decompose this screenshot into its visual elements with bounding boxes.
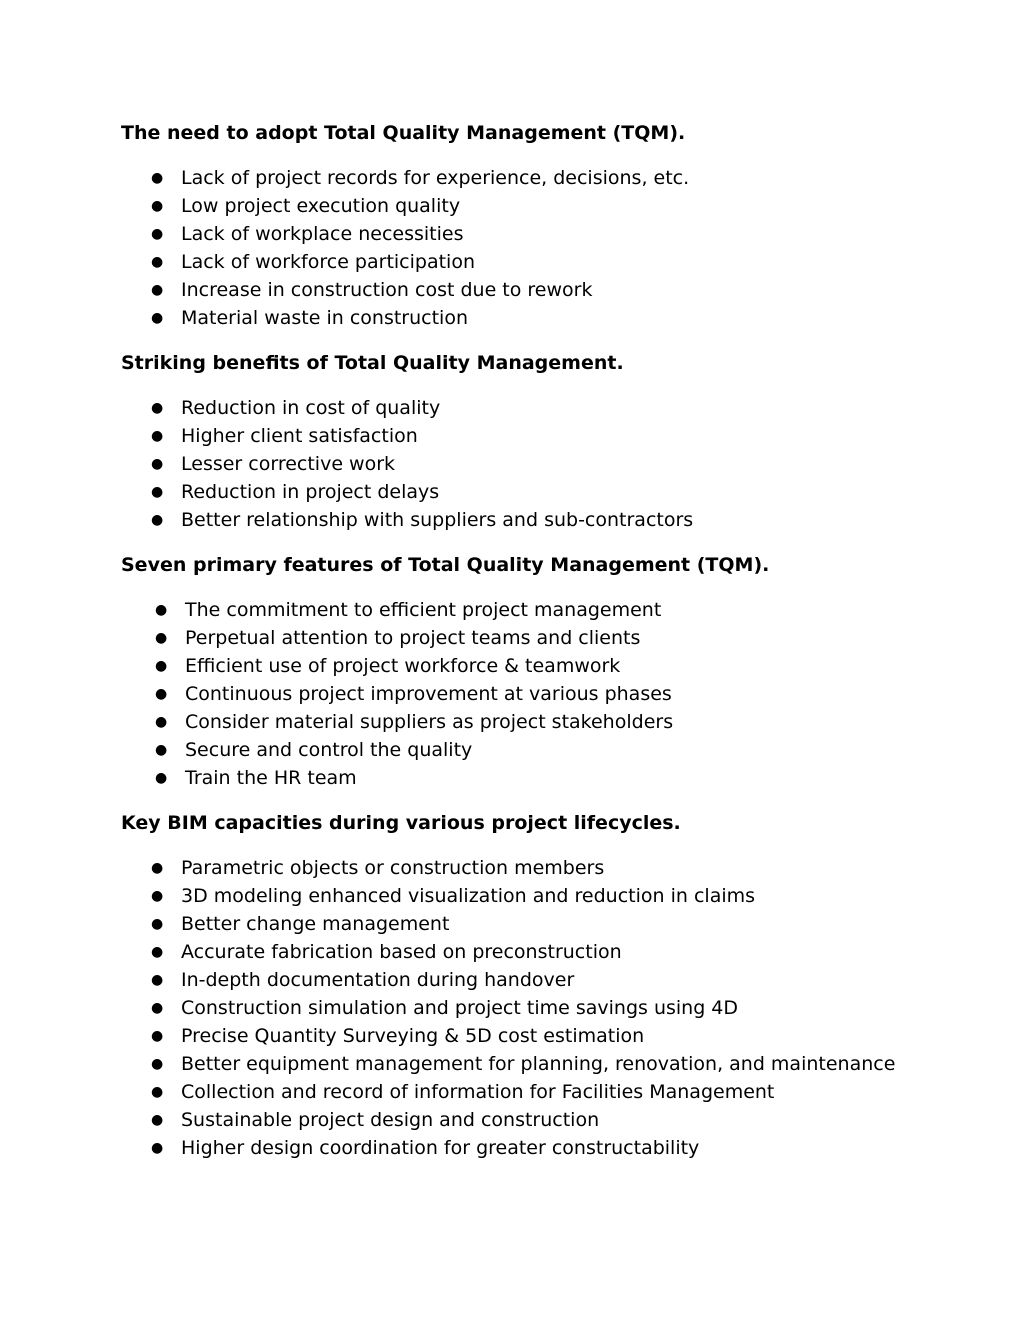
section-heading-bim-capacities: Key BIM capacities during various project lifecycles. xyxy=(121,812,681,834)
list-item-text: Lack of workforce participation xyxy=(181,251,475,273)
bullet-icon: ● xyxy=(151,400,164,416)
list-item-text: Consider material suppliers as project stakeholders xyxy=(185,711,674,733)
list-item xyxy=(121,966,903,994)
list-item-text: Parametric objects or construction members xyxy=(181,857,605,879)
list-item-text: Better equipment management for planning, renovation, and maintenance xyxy=(181,1053,896,1075)
bullet-icon: ● xyxy=(151,944,164,960)
list-item-text: Train the HR team xyxy=(185,767,357,789)
list-item-text: Better change management xyxy=(181,913,450,935)
list-item xyxy=(121,478,903,506)
bullet-icon: ● xyxy=(155,602,168,618)
bullet-icon: ● xyxy=(151,484,164,500)
list-item-text: Better relationship with suppliers and sub-contractors xyxy=(181,509,694,531)
tqm-need-list xyxy=(121,164,903,332)
bullet-icon: ● xyxy=(155,686,168,702)
bullet-icon: ● xyxy=(151,1084,164,1100)
bullet-icon: ● xyxy=(155,630,168,646)
list-item xyxy=(121,736,903,764)
tqm-benefits-list xyxy=(121,394,903,534)
list-item-text: Reduction in project delays xyxy=(181,481,440,503)
list-item-text: Lack of project records for experience, decisions, etc. xyxy=(181,167,690,189)
list-item xyxy=(121,624,903,652)
bullet-icon: ● xyxy=(151,1140,164,1156)
list-item xyxy=(121,764,903,792)
bullet-icon: ● xyxy=(151,254,164,270)
list-item xyxy=(121,596,903,624)
list-item-text: 3D modeling enhanced visualization and reduction in claims xyxy=(181,885,756,907)
bullet-icon: ● xyxy=(155,658,168,674)
list-item-text: Sustainable project design and construction xyxy=(181,1109,600,1131)
bullet-icon: ● xyxy=(151,1000,164,1016)
list-item xyxy=(121,304,903,332)
bim-capacities-list xyxy=(121,854,903,1162)
list-item xyxy=(121,1134,903,1162)
section-heading-tqm-benefits: Striking benefits of Total Quality Management. xyxy=(121,352,624,374)
list-item-text: Low project execution quality xyxy=(181,195,461,217)
list-item-text: Accurate fabrication based on preconstruction xyxy=(181,941,622,963)
list-item xyxy=(121,1106,903,1134)
list-item-text: Perpetual attention to project teams and clients xyxy=(185,627,641,649)
list-item-text: Efficient use of project workforce & teamwork xyxy=(185,655,621,677)
list-item-text: Secure and control the quality xyxy=(185,739,473,761)
bullet-icon: ● xyxy=(151,310,164,326)
bullet-icon: ● xyxy=(151,860,164,876)
bullet-icon: ● xyxy=(151,1112,164,1128)
list-item xyxy=(121,220,903,248)
list-item-text: Higher design coordination for greater constructability xyxy=(181,1137,700,1159)
list-item xyxy=(121,652,903,680)
list-item xyxy=(121,938,903,966)
list-item-text: Higher client satisfaction xyxy=(181,425,418,447)
bullet-icon: ● xyxy=(155,714,168,730)
bullet-icon: ● xyxy=(151,226,164,242)
bullet-icon: ● xyxy=(151,916,164,932)
bullet-icon: ● xyxy=(151,888,164,904)
list-item xyxy=(121,422,903,450)
list-item xyxy=(121,192,903,220)
bullet-icon: ● xyxy=(151,428,164,444)
bullet-icon: ● xyxy=(151,282,164,298)
tqm-features-list xyxy=(121,596,903,792)
list-item xyxy=(121,248,903,276)
list-item xyxy=(121,394,903,422)
list-item xyxy=(121,450,903,478)
list-item xyxy=(121,506,903,534)
list-item xyxy=(121,164,903,192)
list-item xyxy=(121,1022,903,1050)
list-item-text: Lesser corrective work xyxy=(181,453,396,475)
list-item-text: Continuous project improvement at various phases xyxy=(185,683,672,705)
bullet-icon: ● xyxy=(155,742,168,758)
list-item-text: The commitment to efficient project management xyxy=(185,599,662,621)
list-item-text: Material waste in construction xyxy=(181,307,469,329)
bullet-icon: ● xyxy=(151,1028,164,1044)
document-page xyxy=(121,119,903,1162)
list-item xyxy=(121,854,903,882)
bullet-icon: ● xyxy=(151,456,164,472)
list-item xyxy=(121,1050,903,1078)
list-item xyxy=(121,680,903,708)
list-item-text: In-depth documentation during handover xyxy=(181,969,575,991)
bullet-icon: ● xyxy=(151,972,164,988)
bullet-icon: ● xyxy=(151,198,164,214)
section-heading-tqm-need: The need to adopt Total Quality Management (TQM). xyxy=(121,122,686,144)
list-item-text: Reduction in cost of quality xyxy=(181,397,441,419)
list-item-text: Lack of workplace necessities xyxy=(181,223,464,245)
list-item-text: Construction simulation and project time savings using 4D xyxy=(181,997,739,1019)
bullet-icon: ● xyxy=(155,770,168,786)
list-item xyxy=(121,910,903,938)
bullet-icon: ● xyxy=(151,1056,164,1072)
list-item xyxy=(121,1078,903,1106)
list-item-text: Increase in construction cost due to rework xyxy=(181,279,593,301)
list-item xyxy=(121,708,903,736)
bullet-icon: ● xyxy=(151,170,164,186)
list-item xyxy=(121,994,903,1022)
list-item-text: Precise Quantity Surveying & 5D cost estimation xyxy=(181,1025,645,1047)
section-heading-tqm-features: Seven primary features of Total Quality Management (TQM). xyxy=(121,554,770,576)
list-item xyxy=(121,276,903,304)
list-item xyxy=(121,882,903,910)
list-item-text: Collection and record of information for Facilities Management xyxy=(181,1081,775,1103)
bullet-icon: ● xyxy=(151,512,164,528)
